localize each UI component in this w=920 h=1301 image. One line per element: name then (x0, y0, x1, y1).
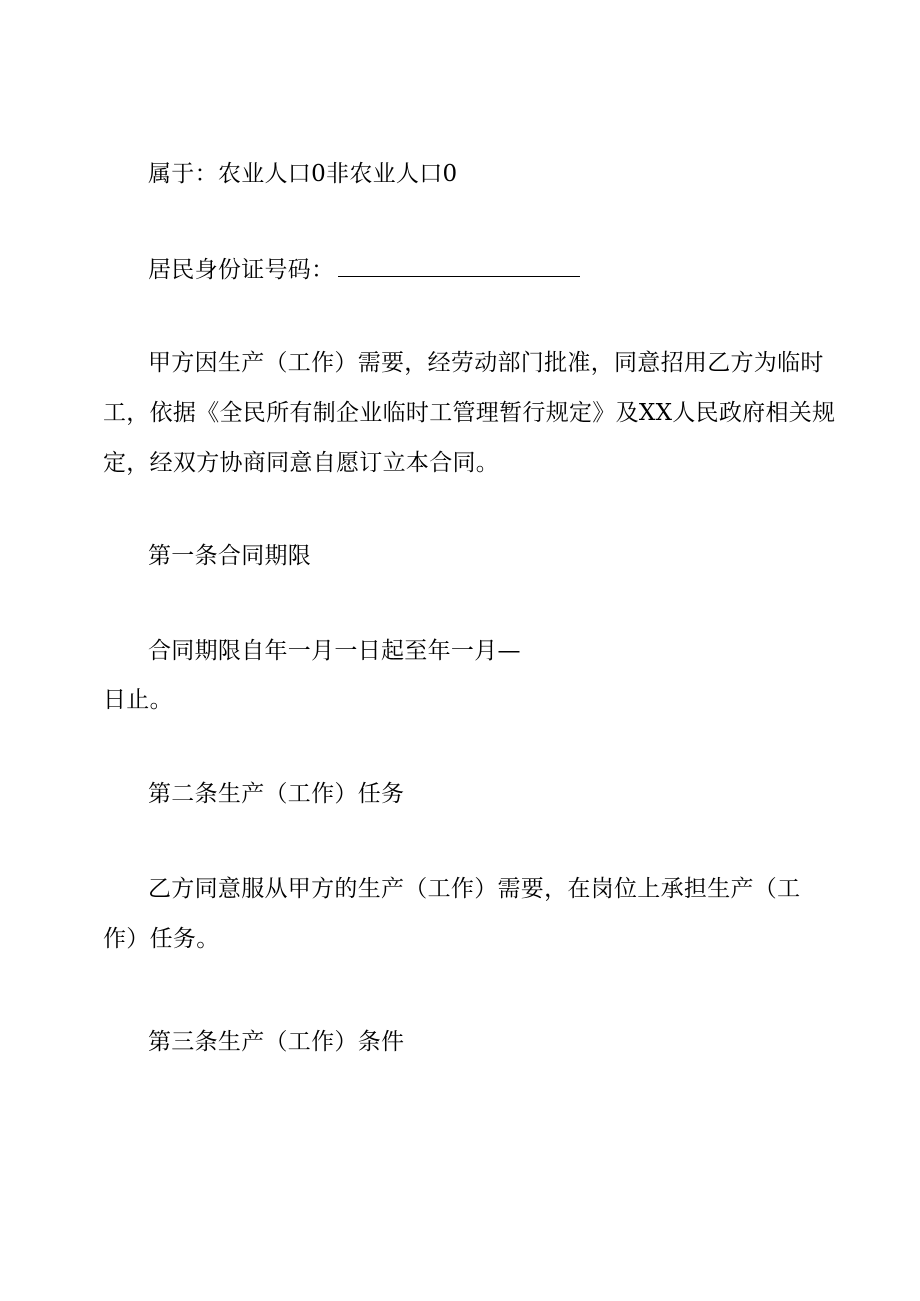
intro-paragraph-line-2: 工，依据《全民所有制企业临时工管理暂行规定》及XX人民政府相关规 (103, 400, 836, 426)
article-1-title: 第一条合同期限 (148, 543, 312, 569)
intro-paragraph-line-1: 甲方因生产（工作）需要，经劳动部门批准，同意招用乙方为临时 (148, 350, 824, 376)
id-number-line (148, 258, 580, 282)
intro-paragraph-line-3: 定，经双方协商同意自愿订立本合同。 (103, 450, 500, 476)
article-2-title: 第二条生产（工作）任务 (148, 781, 405, 807)
id-number-label: 居民身份证号码： (148, 257, 335, 283)
article-1-line-1: 合同期限自年一月一日起至年一月— (148, 638, 521, 664)
residence-status-line: 属于：农业人口0非农业人口0 (148, 161, 458, 187)
article-3-title: 第三条生产（工作）条件 (148, 1029, 405, 1055)
article-1-line-2: 日止。 (103, 687, 173, 713)
article-2-line-2: 作）任务。 (103, 926, 220, 952)
article-2-line-1: 乙方同意服从甲方的生产（工作）需要，在岗位上承担生产（工 (148, 876, 801, 902)
id-number-blank (338, 258, 580, 277)
